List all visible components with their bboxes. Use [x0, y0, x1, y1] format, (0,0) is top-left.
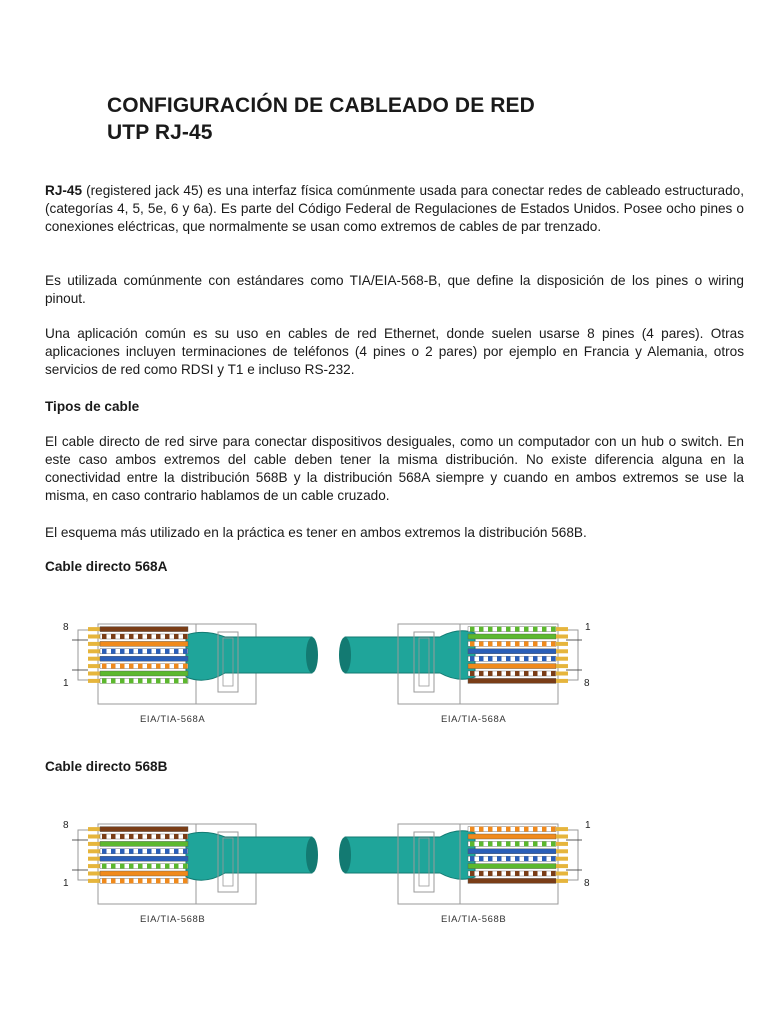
- 568b-right-wire-pin-1-stripe: [488, 827, 493, 832]
- 568a-right-wire-pin-7-stripe: [488, 671, 493, 676]
- 568a-left-pin-contact: [88, 642, 100, 646]
- 568b-right-wire-pin-3-stripe: [470, 841, 475, 846]
- 568a-left-wire-pin-3-stripe: [111, 664, 116, 669]
- 568a-left-pin-contact: [88, 664, 100, 668]
- 568b-right-wire-pin-3-stripe: [524, 841, 529, 846]
- 568b-left-wire-pin-5-stripe: [147, 849, 152, 854]
- diagram-568a-graphic: [0, 600, 768, 740]
- 568b-left-wire-pin-3-stripe: [138, 864, 143, 869]
- 568b-left-wire-pin-2: [100, 871, 188, 876]
- 568a-left-wire-pin-7-stripe: [183, 634, 188, 639]
- 568b-left-wire-pin-7-stripe: [129, 834, 134, 839]
- 568b-right-wire-pin-6: [468, 864, 556, 869]
- 568b-left-wire-pin-1-stripe: [111, 878, 116, 883]
- 568b-left-wire-pin-7-stripe: [156, 834, 161, 839]
- 568b-right-wire-pin-5-stripe: [479, 856, 484, 861]
- page-title-line-1: CONFIGURACIÓN DE CABLEADO DE RED: [107, 94, 535, 117]
- 568a-right-wire-pin-3-stripe: [551, 641, 556, 646]
- 568b-right-wire-pin-1-stripe: [515, 827, 520, 832]
- 568a-left-wire-pin-3-stripe: [174, 664, 179, 669]
- 568b-left-wire-pin-7-stripe: [102, 834, 107, 839]
- 568a-right-pin-contact: [556, 642, 568, 646]
- 568a-right-wire-pin-3-stripe: [542, 641, 547, 646]
- 568b-left-wire-pin-3-stripe: [174, 864, 179, 869]
- 568b-left-wire-pin-5-stripe: [174, 849, 179, 854]
- 568a-left-wire-pin-3-stripe: [147, 664, 152, 669]
- 568a-right-wire-pin-5-stripe: [497, 656, 502, 661]
- 568a-right-wire-pin-5-stripe: [515, 656, 520, 661]
- 568b-right-wire-pin-5-stripe: [524, 856, 529, 861]
- 568a-right-wire-pin-7-stripe: [515, 671, 520, 676]
- 568a-right-wire-pin-3-stripe: [524, 641, 529, 646]
- 568a-left-wire-pin-1-stripe: [183, 678, 188, 683]
- 568a-left-wire-pin-7-stripe: [165, 634, 170, 639]
- 568b-right-pin-contact: [556, 872, 568, 876]
- 568b-right-wire-pin-1-stripe: [551, 827, 556, 832]
- 568b-right-pin-contact: [556, 879, 568, 883]
- 568a-right-pin-top-label: 1: [585, 622, 591, 633]
- 568b-right-wire-pin-5-stripe: [533, 856, 538, 861]
- 568a-left-cable-jacket: [186, 632, 315, 680]
- 568a-left-wire-pin-3-stripe: [165, 664, 170, 669]
- 568a-left-wire-pin-5-stripe: [183, 649, 188, 654]
- 568a-left-wire-pin-5-stripe: [111, 649, 116, 654]
- 568b-right-wire-pin-3-stripe: [506, 841, 511, 846]
- 568a-right-pin-contact: [556, 679, 568, 683]
- 568b-right-wire-pin-8: [468, 878, 556, 883]
- intro-paragraph: [45, 182, 744, 236]
- 568a-right-wire-pin-7-stripe: [524, 671, 529, 676]
- 568b-left-wire-pin-7-stripe: [183, 834, 188, 839]
- heading-cable-directo-568b: Cable directo 568B: [45, 759, 168, 774]
- 568b-left-wire-pin-1-stripe: [183, 878, 188, 883]
- 568b-right-wire-pin-5-stripe: [497, 856, 502, 861]
- 568a-left-wire-pin-5-stripe: [174, 649, 179, 654]
- intro-text: (registered jack 45) es una interfaz física comúnmente usada para conectar redes de cableado estructurado, (categorías 4, 5, 5e, 6 y 6a). Es parte del Código Federal de Regulaciones de Estados Unidos. Posee ocho pines o conexiones eléctricas, que normalmente se usan como extremos de cables de par trenzado.: [45, 183, 744, 234]
- 568b-left-cable-jacket: [186, 832, 315, 880]
- 568a-right-wire-pin-1-stripe: [551, 627, 556, 632]
- heading-cable-directo-568a: Cable directo 568A: [45, 559, 168, 574]
- straight-cable-paragraph: El cable directo de red sirve para conectar dispositivos desiguales, como un computador con un hub o switch. En este caso ambos extremos del cable deben tener la misma distribución. No existe diferencia alguna en la conectividad entre la distribución 568B y la distribución 568A siempre y cuando en ambos extremos se use la misma, en caso contrario hablamos de un cable cruzado.: [45, 434, 744, 503]
- 568a-left-wire-pin-5-stripe: [156, 649, 161, 654]
- 568b-right-wire-pin-1-stripe: [524, 827, 529, 832]
- 568b-left-caption: EIA/TIA-568B: [140, 914, 206, 925]
- 568a-right-wire-pin-7-stripe: [479, 671, 484, 676]
- 568b-left-wire-pin-7-stripe: [138, 834, 143, 839]
- 568a-right-wire-pin-7-stripe: [506, 671, 511, 676]
- 568b-left-wire-pin-5-stripe: [138, 849, 143, 854]
- 568b-right-wire-pin-5-stripe: [506, 856, 511, 861]
- 568b-left-wire-pin-4: [100, 856, 188, 861]
- 568b-right-pin-top-label: 1: [585, 820, 591, 831]
- diagram-568b-graphic: [0, 808, 768, 948]
- 568b-right-pin-contact: [556, 849, 568, 853]
- 568a-right-wire-pin-8: [468, 678, 556, 683]
- 568b-right-wire-pin-1-stripe: [506, 827, 511, 832]
- 568a-left-wire-pin-3-stripe: [156, 664, 161, 669]
- 568a-right-wire-pin-3-stripe: [479, 641, 484, 646]
- section-heading-tipos-de-cable: Tipos de cable: [45, 399, 140, 414]
- 568a-left-pin-contact: [88, 679, 100, 683]
- 568b-left-wire-pin-1-stripe: [147, 878, 152, 883]
- 568b-right-pin-contact: [556, 857, 568, 861]
- 568b-left-wire-pin-5-stripe: [120, 849, 125, 854]
- 568a-left-wire-pin-3-stripe: [138, 664, 143, 669]
- 568a-left-wire-pin-1-stripe: [129, 678, 134, 683]
- 568a-right-wire-pin-7-stripe: [533, 671, 538, 676]
- 568b-right-wire-pin-3-stripe: [533, 841, 538, 846]
- 568b-right-wire-pin-7-stripe: [479, 871, 484, 876]
- 568a-right-wire-pin-3-stripe: [497, 641, 502, 646]
- 568a-right-wire-pin-5-stripe: [488, 656, 493, 661]
- 568b-left-wire-pin-3-stripe: [156, 864, 161, 869]
- 568b-right-cable-end: [339, 837, 351, 873]
- 568b-right-wire-pin-2: [468, 834, 556, 839]
- 568b-right-caption: EIA/TIA-568B: [441, 914, 507, 925]
- 568b-right-wire-pin-7-stripe: [488, 871, 493, 876]
- 568b-left-pin-contact: [88, 827, 100, 831]
- 568a-left-wire-pin-1-stripe: [111, 678, 116, 683]
- 568a-left-wire-pin-3-stripe: [120, 664, 125, 669]
- 568a-left-wire-pin-7-stripe: [174, 634, 179, 639]
- ethernet-paragraph: Una aplicación común es su uso en cables de red Ethernet, donde suelen usarse 8 pines (4 pares). Otras aplicaciones incluyen terminaciones de teléfonos (4 pines o 2 pares) por ejemplo en Francia y Alemania, otros servicios de red como RDSI y T1 e incluso RS-232.: [45, 326, 744, 377]
- 568b-right-pin-contact: [556, 835, 568, 839]
- 568b-right-wire-pin-7-stripe: [533, 871, 538, 876]
- rj45-term: RJ-45: [45, 183, 83, 198]
- 568a-right-pin-contact: [556, 672, 568, 676]
- 568a-left-wire-pin-3-stripe: [102, 664, 107, 669]
- 568b-right-cable-jacket: [342, 831, 476, 880]
- 568b-right-wire-pin-3-stripe: [515, 841, 520, 846]
- 568a-left-pin-top-label: 8: [63, 622, 69, 633]
- 568b-left-wire-pin-3-stripe: [147, 864, 152, 869]
- 568b-left-pin-contact: [88, 842, 100, 846]
- 568a-left-wire-pin-1-stripe: [138, 678, 143, 683]
- 568b-right-wire-pin-7-stripe: [497, 871, 502, 876]
- 568a-left-wire-pin-3-stripe: [129, 664, 134, 669]
- 568b-left-pin-contact: [88, 864, 100, 868]
- 568a-right-wire-pin-3-stripe: [470, 641, 475, 646]
- 568a-right-pin-contact: [556, 635, 568, 639]
- 568a-left-wire-pin-1-stripe: [102, 678, 107, 683]
- 568a-left-pin-contact: [88, 649, 100, 653]
- 568a-right-wire-pin-3-stripe: [506, 641, 511, 646]
- 568b-left-pin-contact: [88, 857, 100, 861]
- 568a-left-wire-pin-7-stripe: [147, 634, 152, 639]
- 568b-right-pin-contact: [556, 864, 568, 868]
- diagram-568b: [0, 808, 768, 948]
- 568b-left-wire-pin-1-stripe: [156, 878, 161, 883]
- 568b-left-wire-pin-3-stripe: [111, 864, 116, 869]
- 568b-left-wire-pin-3-stripe: [183, 864, 188, 869]
- 568b-right-wire-pin-7-stripe: [506, 871, 511, 876]
- 568a-right-caption: EIA/TIA-568A: [441, 714, 507, 725]
- 568a-left-wire-pin-1-stripe: [120, 678, 125, 683]
- 568b-right-wire-pin-3-stripe: [479, 841, 484, 846]
- 568a-left-pin-bottom-label: 1: [63, 678, 69, 689]
- 568a-right-wire-pin-7-stripe: [470, 671, 475, 676]
- page-title: [107, 92, 667, 146]
- 568b-left-wire-pin-5-stripe: [183, 849, 188, 854]
- 568a-right-pin-bottom-label: 8: [584, 678, 590, 689]
- 568b-left-wire-pin-7-stripe: [165, 834, 170, 839]
- 568a-left-wire-pin-7-stripe: [120, 634, 125, 639]
- 568a-right-wire-pin-3-stripe: [515, 641, 520, 646]
- 568a-left-wire-pin-5-stripe: [165, 649, 170, 654]
- 568a-right-wire-pin-5-stripe: [470, 656, 475, 661]
- 568b-right-wire-pin-3-stripe: [497, 841, 502, 846]
- 568a-right-cable-jacket: [342, 631, 476, 680]
- 568a-left-wire-pin-3-stripe: [183, 664, 188, 669]
- 568b-left-wire-pin-7-stripe: [147, 834, 152, 839]
- 568a-left-wire-pin-5-stripe: [138, 649, 143, 654]
- 568b-left-wire-pin-5-stripe: [102, 849, 107, 854]
- standards-paragraph: Es utilizada comúnmente con estándares como TIA/EIA-568-B, que define la disposición de los pines o wiring pinout.: [45, 273, 744, 306]
- 568a-right-wire-pin-1-stripe: [533, 627, 538, 632]
- 568a-left-wire-pin-7-stripe: [111, 634, 116, 639]
- 568a-right-wire-pin-5-stripe: [551, 656, 556, 661]
- 568a-left-wire-pin-1-stripe: [156, 678, 161, 683]
- 568a-right-wire-pin-7-stripe: [551, 671, 556, 676]
- 568b-right-wire-pin-5-stripe: [470, 856, 475, 861]
- 568b-left-wire-pin-7-stripe: [111, 834, 116, 839]
- 568a-right-wire-pin-1-stripe: [524, 627, 529, 632]
- 568b-left-wire-pin-1-stripe: [165, 878, 170, 883]
- 568b-left-wire-pin-3-stripe: [120, 864, 125, 869]
- 568b-left-pin-top-label: 8: [63, 820, 69, 831]
- 568b-left-wire-pin-8: [100, 827, 188, 832]
- 568a-right-pin-contact: [556, 664, 568, 668]
- 568b-left-wire-pin-1-stripe: [129, 878, 134, 883]
- 568b-right-wire-pin-4: [468, 849, 556, 854]
- 568a-left-pin-contact: [88, 657, 100, 661]
- 568a-left-wire-pin-6: [100, 641, 188, 646]
- 568b-right-pin-contact: [556, 827, 568, 831]
- 568b-right-wire-pin-3-stripe: [488, 841, 493, 846]
- 568a-left-wire-pin-8: [100, 627, 188, 632]
- 568a-left-cable-end: [306, 637, 318, 673]
- 568b-right-wire-pin-1-stripe: [533, 827, 538, 832]
- 568b-left-wire-pin-1-stripe: [138, 878, 143, 883]
- 568a-right-wire-pin-1-stripe: [515, 627, 520, 632]
- 568b-right-wire-pin-7-stripe: [470, 871, 475, 876]
- 568a-right-wire-pin-1-stripe: [479, 627, 484, 632]
- 568a-right-wire-pin-3-stripe: [533, 641, 538, 646]
- 568b-right-wire-pin-5-stripe: [551, 856, 556, 861]
- 568a-right-wire-pin-2: [468, 634, 556, 639]
- 568b-right-wire-pin-7-stripe: [515, 871, 520, 876]
- 568b-right-wire-pin-1-stripe: [470, 827, 475, 832]
- 568a-left-caption: EIA/TIA-568A: [140, 714, 206, 725]
- 568a-left-wire-pin-1-stripe: [165, 678, 170, 683]
- 568b-left-wire-pin-3-stripe: [102, 864, 107, 869]
- 568b-left-wire-pin-5-stripe: [111, 849, 116, 854]
- 568a-right-pin-contact: [556, 649, 568, 653]
- 568a-left-wire-pin-5-stripe: [120, 649, 125, 654]
- 568b-left-pin-contact: [88, 872, 100, 876]
- 568b-left-cable-end: [306, 837, 318, 873]
- 568b-left-pin-contact: [88, 835, 100, 839]
- 568b-left-pin-contact: [88, 849, 100, 853]
- 568b-left-wire-pin-5-stripe: [129, 849, 134, 854]
- page-title-line-2: UTP RJ-45: [107, 121, 213, 144]
- 568b-right-wire-pin-5-stripe: [488, 856, 493, 861]
- 568a-right-wire-pin-1-stripe: [506, 627, 511, 632]
- 568b-right-wire-pin-1-stripe: [479, 827, 484, 832]
- 568b-right-wire-pin-3-stripe: [542, 841, 547, 846]
- 568a-left-wire-pin-2: [100, 671, 188, 676]
- 568a-left-wire-pin-7-stripe: [129, 634, 134, 639]
- 568a-right-wire-pin-4: [468, 649, 556, 654]
- 568a-right-pin-contact: [556, 657, 568, 661]
- 568a-right-wire-pin-3-stripe: [488, 641, 493, 646]
- 568a-right-wire-pin-1-stripe: [488, 627, 493, 632]
- 568a-right-wire-pin-5-stripe: [479, 656, 484, 661]
- 568a-right-wire-pin-7-stripe: [542, 671, 547, 676]
- 568b-left-wire-pin-3-stripe: [165, 864, 170, 869]
- 568a-left-wire-pin-1-stripe: [174, 678, 179, 683]
- 568a-right-wire-pin-5-stripe: [506, 656, 511, 661]
- diagram-568a: [0, 600, 768, 740]
- 568a-left-wire-pin-5-stripe: [129, 649, 134, 654]
- 568a-left-wire-pin-5-stripe: [102, 649, 107, 654]
- 568a-left-wire-pin-7-stripe: [156, 634, 161, 639]
- 568b-left-wire-pin-5-stripe: [165, 849, 170, 854]
- 568b-right-wire-pin-1-stripe: [497, 827, 502, 832]
- 568b-left-pin-bottom-label: 1: [63, 878, 69, 889]
- 568a-left-wire-pin-7-stripe: [138, 634, 143, 639]
- 568a-right-wire-pin-6: [468, 664, 556, 669]
- 568b-usage-paragraph: El esquema más utilizado en la práctica es tener en ambos extremos la distribución 568B.: [45, 525, 587, 540]
- 568a-right-wire-pin-5-stripe: [542, 656, 547, 661]
- 568a-right-wire-pin-1-stripe: [497, 627, 502, 632]
- 568b-right-pin-contact: [556, 842, 568, 846]
- 568b-right-pin-bottom-label: 8: [584, 878, 590, 889]
- 568a-left-wire-pin-7-stripe: [102, 634, 107, 639]
- 568a-right-wire-pin-5-stripe: [533, 656, 538, 661]
- 568b-left-wire-pin-1-stripe: [174, 878, 179, 883]
- 568b-right-wire-pin-5-stripe: [542, 856, 547, 861]
- 568b-left-pin-contact: [88, 879, 100, 883]
- 568b-right-wire-pin-7-stripe: [542, 871, 547, 876]
- 568b-left-wire-pin-5-stripe: [156, 849, 161, 854]
- 568a-right-pin-contact: [556, 627, 568, 631]
- 568b-right-wire-pin-7-stripe: [524, 871, 529, 876]
- 568b-left-wire-pin-7-stripe: [174, 834, 179, 839]
- 568a-left-pin-contact: [88, 635, 100, 639]
- 568b-left-wire-pin-7-stripe: [120, 834, 125, 839]
- 568a-left-pin-contact: [88, 672, 100, 676]
- 568a-left-wire-pin-1-stripe: [147, 678, 152, 683]
- 568a-right-wire-pin-7-stripe: [497, 671, 502, 676]
- 568a-right-wire-pin-5-stripe: [524, 656, 529, 661]
- 568a-left-wire-pin-4: [100, 656, 188, 661]
- 568a-right-wire-pin-1-stripe: [470, 627, 475, 632]
- 568b-left-wire-pin-1-stripe: [120, 878, 125, 883]
- 568a-right-cable-end: [339, 637, 351, 673]
- 568b-left-wire-pin-1-stripe: [102, 878, 107, 883]
- 568b-left-wire-pin-3-stripe: [129, 864, 134, 869]
- 568b-left-wire-pin-6: [100, 841, 188, 846]
- 568b-right-wire-pin-5-stripe: [515, 856, 520, 861]
- 568b-right-wire-pin-7-stripe: [551, 871, 556, 876]
- 568b-right-wire-pin-1-stripe: [542, 827, 547, 832]
- 568b-right-wire-pin-3-stripe: [551, 841, 556, 846]
- 568a-left-wire-pin-5-stripe: [147, 649, 152, 654]
- 568a-left-pin-contact: [88, 627, 100, 631]
- 568a-right-wire-pin-1-stripe: [542, 627, 547, 632]
